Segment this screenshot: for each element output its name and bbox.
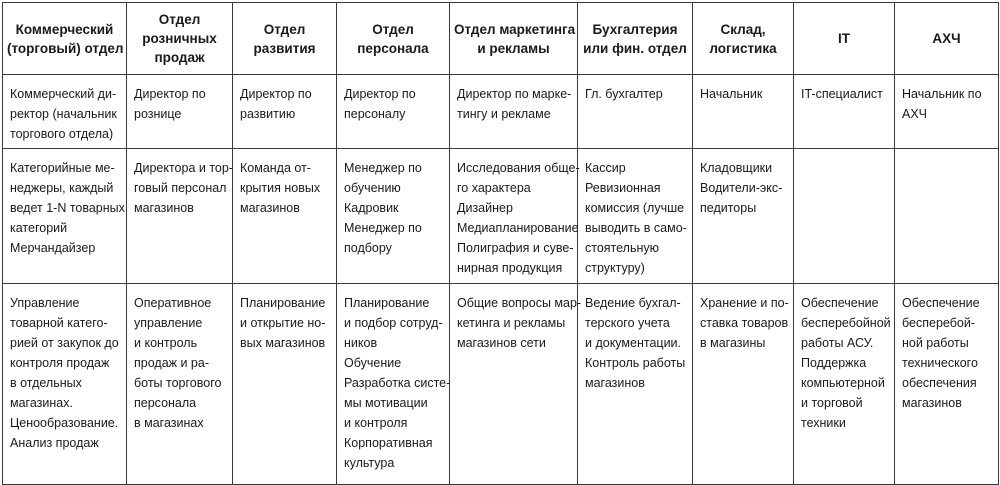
cell-text-line: Медиапланирование <box>457 221 579 235</box>
cell-text-line: педиторы <box>700 201 757 215</box>
cell-text-line: Директор по <box>240 87 312 101</box>
header-it <box>794 3 895 75</box>
cell-text-line: развития <box>253 40 316 56</box>
table-cell <box>895 75 999 149</box>
table-cell <box>578 284 693 485</box>
cell-text-line: работы АСУ. <box>801 336 874 350</box>
cell-text-line: мы мотивации <box>344 396 428 410</box>
cell-text-line: стоятельную <box>585 241 660 255</box>
cell-text-line: технического <box>902 356 978 370</box>
header-ahch <box>895 3 999 75</box>
table-row-functions <box>3 284 999 485</box>
cell-text-line: Общие вопросы мар- <box>457 296 582 310</box>
table-cell <box>450 75 578 149</box>
cell-text-line: компьютерной <box>801 376 885 390</box>
cell-text-line: рознице <box>134 107 182 121</box>
cell-text-line: структуру) <box>585 261 645 275</box>
table-cell <box>450 149 578 284</box>
cell-text-line: АХЧ <box>932 31 961 46</box>
header-marketing-department <box>450 3 578 75</box>
cell-text-line: (торговый) отдел <box>7 40 124 56</box>
cell-text-line: и подбор сотруд- <box>344 316 443 330</box>
cell-text-line: Анализ продаж <box>10 436 99 450</box>
table-cell <box>693 284 794 485</box>
table-cell <box>693 149 794 284</box>
table-cell <box>127 149 233 284</box>
header-development-department <box>233 3 337 75</box>
cell-text-line: управление <box>134 316 203 330</box>
cell-text-line: Гл. бухгалтер <box>585 87 663 101</box>
cell-text-line: Начальник <box>700 87 763 101</box>
cell-text-line: и контроль <box>134 336 198 350</box>
cell-text-line: розничных <box>142 31 217 46</box>
cell-text-line: Обеспечение <box>801 296 879 310</box>
cell-text-line: го характера <box>457 181 531 195</box>
header-personnel-department <box>337 3 450 75</box>
cell-text-line: техники <box>801 416 846 430</box>
cell-text-line: или фин. отдел <box>583 40 687 56</box>
cell-text-line: магазинов <box>134 201 194 215</box>
cell-text-line: Начальник по <box>902 87 982 101</box>
cell-text-line: Поддержка <box>801 356 867 370</box>
cell-text-line: в магазинах <box>134 416 204 430</box>
table-cell <box>337 284 450 485</box>
cell-text-line: тингу и рекламе <box>457 107 551 121</box>
cell-text-line: Хранение и по- <box>700 296 789 310</box>
cell-text-line: Отдел <box>263 21 306 37</box>
cell-text-line: Команда от- <box>240 161 311 175</box>
cell-text-line: вых магазинов <box>240 336 326 350</box>
table-row-heads <box>3 75 999 149</box>
table-cell <box>127 284 233 485</box>
table-cell <box>3 75 127 149</box>
cell-text-line: товарной катего- <box>10 316 108 330</box>
cell-text-line: магазинов <box>585 376 645 390</box>
cell-text-line: Обеспечение <box>902 296 980 310</box>
cell-text-line: торгового отдела) <box>10 127 114 141</box>
cell-text-line: терского учета <box>585 316 670 330</box>
cell-text-line: Отдел <box>372 21 414 37</box>
cell-text-line: Директор по марке- <box>457 87 572 101</box>
cell-text-line: крытия новых <box>240 181 321 195</box>
header-accounting-department <box>578 3 693 75</box>
cell-text-line: ведет 1-N товарных <box>10 201 125 215</box>
cell-text-line: Планирование <box>344 296 430 310</box>
header-row <box>3 3 999 75</box>
cell-text-line: категорий <box>10 221 68 235</box>
table-cell <box>127 75 233 149</box>
table-cell <box>578 75 693 149</box>
cell-text-line: продаж <box>154 50 205 65</box>
cell-text-line: неджеры, каждый <box>10 181 114 195</box>
cell-text-line: персоналу <box>344 107 406 121</box>
cell-text-line: Оперативное <box>134 296 212 310</box>
table-cell <box>794 284 895 485</box>
cell-text-line: Директора и тор- <box>134 161 233 175</box>
cell-text-line: культура <box>344 456 395 470</box>
cell-text-line: Кладовщики <box>700 161 773 175</box>
cell-text-line: Отдел <box>158 12 201 27</box>
cell-text-line: и документации. <box>585 336 682 350</box>
cell-text-line: магазинах. <box>10 396 73 410</box>
cell-text-line: и открытие но- <box>240 316 326 330</box>
table-cell-empty <box>895 149 999 284</box>
cell-text-line: магазинов <box>240 201 300 215</box>
cell-text-line: Менеджер по <box>344 161 422 175</box>
cell-text-line: боты торгового <box>134 376 222 390</box>
cell-text-line: Ценообразование. <box>10 416 119 430</box>
table-cell <box>233 284 337 485</box>
cell-text-line: Мерчандайзер <box>10 241 96 255</box>
table-cell <box>337 149 450 284</box>
cell-text-line: выводить в само- <box>585 221 687 235</box>
cell-text-line: говый персонал <box>134 181 227 195</box>
header-retail-sales-department <box>127 3 233 75</box>
cell-text-line: Планирование <box>240 296 326 310</box>
cell-text-line: Разработка систе- <box>344 376 451 390</box>
cell-text-line: рией от закупок до <box>10 336 119 350</box>
cell-text-line: обучению <box>344 181 401 195</box>
cell-text-line: персонала <box>134 396 197 410</box>
cell-text-line: Коммерческий <box>15 21 114 37</box>
cell-text-line: ставка товаров <box>700 316 789 330</box>
cell-text-line: нирная продукция <box>457 261 563 275</box>
table-cell <box>895 284 999 485</box>
cell-text-line: Кассир <box>585 161 626 175</box>
cell-text-line: Менеджер по <box>344 221 422 235</box>
cell-text-line: Управление <box>10 296 80 310</box>
table-cell <box>337 75 450 149</box>
department-functions-table <box>2 2 999 485</box>
cell-text-line: ректор (начальник <box>10 107 117 121</box>
cell-text-line: Дизайнер <box>457 201 513 215</box>
table-cell <box>233 149 337 284</box>
cell-text-line: Отдел маркетинга <box>454 21 576 37</box>
cell-text-line: IT <box>838 31 850 46</box>
cell-text-line: бесперебойной <box>801 316 891 330</box>
table-cell <box>450 284 582 485</box>
cell-text-line: бесперебой- <box>902 316 975 330</box>
cell-text-line: Директор по <box>344 87 416 101</box>
cell-text-line: в отдельных <box>10 376 82 390</box>
cell-text-line: АХЧ <box>902 107 928 121</box>
header-warehouse-logistics <box>693 3 794 75</box>
cell-text-line: и торговой <box>801 396 863 410</box>
cell-text-line: и рекламы <box>477 40 550 56</box>
cell-text-line: Контроль работы <box>585 356 686 370</box>
table-cell-empty <box>794 149 895 284</box>
table-cell <box>794 75 895 149</box>
cell-text-line: в магазины <box>700 336 766 350</box>
table-row-staff <box>3 149 999 284</box>
cell-text-line: комиссия (лучше <box>585 201 685 215</box>
cell-text-line: магазинов <box>902 396 962 410</box>
cell-text-line: Корпоративная <box>344 436 433 450</box>
cell-text-line: продаж и ра- <box>134 356 209 370</box>
table-cell <box>578 149 693 284</box>
cell-text-line: Ведение бухгал- <box>585 296 681 310</box>
cell-text-line: контроля продаж <box>10 356 110 370</box>
cell-text-line: Ревизионная <box>585 181 661 195</box>
cell-text-line: Коммерческий ди- <box>10 87 117 101</box>
cell-text-line: Кадровик <box>344 201 399 215</box>
cell-text-line: подбору <box>344 241 392 255</box>
table-cell <box>693 75 794 149</box>
cell-text-line: Склад, <box>720 21 766 37</box>
table-cell <box>3 284 127 485</box>
cell-text-line: Обучение <box>344 356 402 370</box>
cell-text-line: логистика <box>709 40 777 56</box>
cell-text-line: обеспечения <box>902 376 977 390</box>
table-cell <box>233 75 337 149</box>
cell-text-line: и контроля <box>344 416 408 430</box>
cell-text-line: Директор по <box>134 87 206 101</box>
header-commercial-department <box>3 3 127 75</box>
cell-text-line: ной работы <box>902 336 969 350</box>
cell-text-line: Бухгалтерия <box>592 21 678 37</box>
cell-text-line: кетинга и рекламы <box>457 316 566 330</box>
cell-text-line: Категорийные ме- <box>10 161 115 175</box>
cell-text-line: развитию <box>240 107 296 121</box>
table-cell <box>3 149 127 284</box>
cell-text-line: Водители-экс- <box>700 181 783 195</box>
cell-text-line: IT-специалист <box>801 87 883 101</box>
cell-text-line: персонала <box>357 40 429 56</box>
cell-text-line: Полиграфия и суве- <box>457 241 574 255</box>
cell-text-line: магазинов сети <box>457 336 546 350</box>
cell-text-line: Исследования обще- <box>457 161 580 175</box>
cell-text-line: ников <box>344 336 378 350</box>
